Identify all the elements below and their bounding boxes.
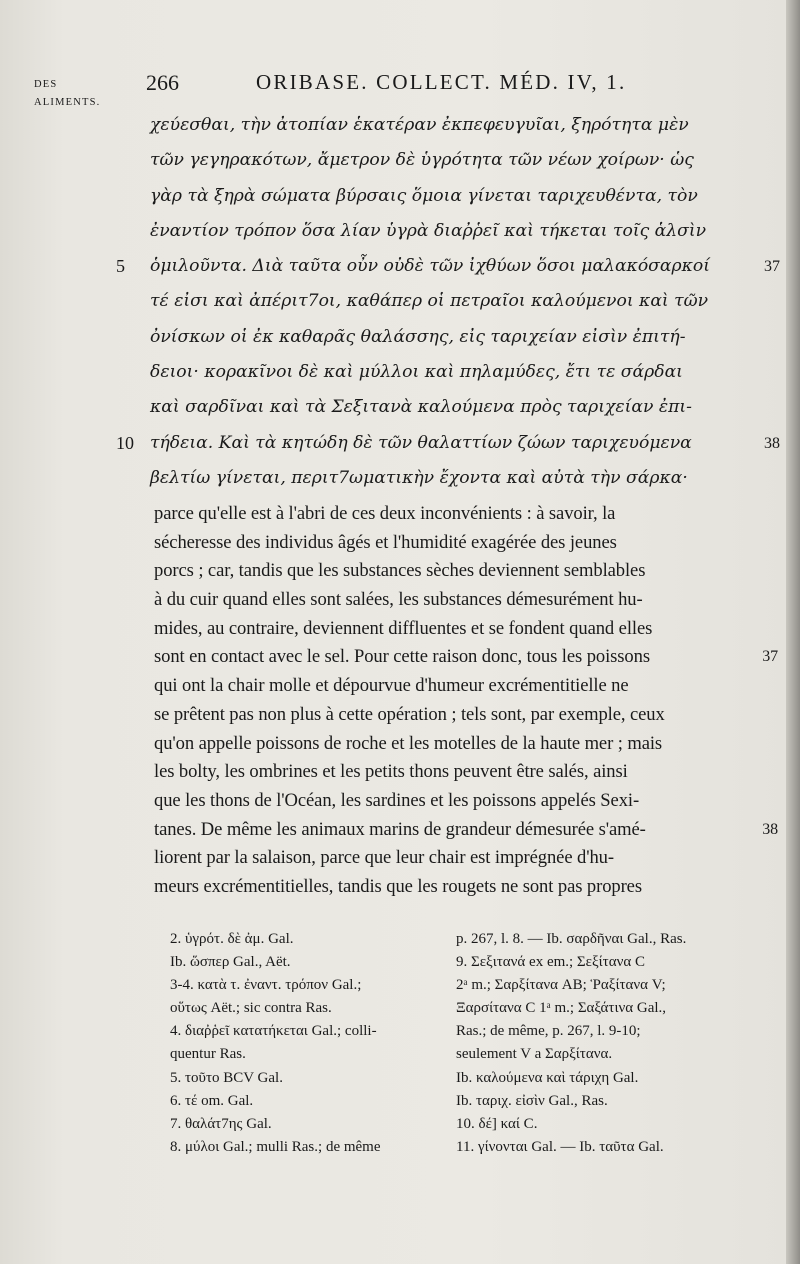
- footnote-line: οὕτως Aët.; sic contra Ras.: [170, 1000, 332, 1017]
- french-line-text: qui ont la chair molle et dépourvue d'humeur excrémentitielle ne: [154, 675, 629, 697]
- footnote-line: 9. Σεξιτανά ex em.; Σεξίτανα C: [456, 954, 645, 971]
- footnote-line: quentur Ras.: [170, 1046, 246, 1063]
- footnote-line: p. 267, l. 8. — Ib. σαρδῆναι Gal., Ras.: [456, 931, 687, 947]
- french-line: [154, 557, 734, 586]
- greek-line: [150, 461, 740, 496]
- footnote-line: 2. ὑγρότ. δὲ ἀμ. Gal.: [170, 931, 294, 947]
- french-line-text: porcs ; car, tandis que les substances sèches deviennent semblables: [154, 560, 646, 582]
- greek-line: [150, 320, 740, 355]
- french-line-text: liorent par la salaison, parce que leur chair est imprégnée d'hu-: [154, 847, 614, 869]
- footnote-line: 8. μύλοι Gal.; mulli Ras.; de même: [170, 1138, 381, 1155]
- french-line: [154, 730, 734, 759]
- footnotes-right-column: [456, 928, 746, 1159]
- footnotes-left-column: [170, 928, 460, 1159]
- footnote-line: Ib. καλούμενα καὶ τάριχη Gal.: [456, 1069, 639, 1086]
- greek-line-text: ὀνίσκων οἱ ἐκ καθαρᾶς θαλάσσης, εἰς ταριχείαν εἰσὶν ἐπιτή-: [150, 326, 686, 347]
- line-number: 5: [116, 256, 125, 277]
- greek-line: [150, 179, 740, 214]
- greek-line-text: καὶ σαρδῖναι καὶ τὰ Σεξιτανὰ καλούμενα πρὸς ταριχείαν ἐπι-: [150, 397, 692, 418]
- page-edge: [786, 0, 800, 1264]
- footnote-line: Ib. ὥσπερ Gal., Aët.: [170, 954, 291, 971]
- french-line-text: sécheresse des individus âgés et l'humidité exagérée des jeunes: [154, 531, 617, 553]
- footnote-line: 6. τέ om. Gal.: [170, 1092, 254, 1109]
- marginal-number: 38: [764, 434, 780, 452]
- french-line: [154, 529, 734, 558]
- french-line: [154, 615, 734, 644]
- french-line: [154, 643, 778, 672]
- greek-line: [150, 143, 740, 178]
- footnote-line: Ξαρσίτανα C 1ᵃ m.; Σαξάτινα Gal.,: [456, 1000, 667, 1017]
- french-line-text: tanes. De même les animaux marins de grandeur démesurée s'amé-: [154, 818, 646, 840]
- french-line-text: se prêtent pas non plus à cette opération ; tels sont, par exemple, ceux: [154, 703, 665, 725]
- footnote-line: 3-4. κατὰ τ. ἐναντ. τρόπον Gal.;: [170, 977, 362, 994]
- french-line-text: meurs excrémentitielles, tandis que les rougets ne sont pas propres: [154, 875, 642, 897]
- page-number: 266: [146, 70, 179, 95]
- greek-line-text: τήδεια. Καὶ τὰ κητώδη δὲ τῶν θαλαττίων ζώων ταριχευόμενα: [150, 432, 692, 453]
- footnote-line: 10. δέ] καί C.: [456, 1115, 538, 1132]
- greek-line: [150, 355, 740, 390]
- french-line: [154, 816, 778, 845]
- greek-line: [150, 214, 740, 249]
- greek-line-text: γὰρ τὰ ξηρὰ σώματα βύρσαις ὅμοια γίνεται ταριχευθέντα, τὸν: [150, 185, 698, 206]
- marginal-number: 37: [764, 258, 780, 276]
- french-line: [154, 873, 734, 902]
- french-line-text: qu'on appelle poissons de roche et les motelles de la haute mer ; mais: [154, 732, 663, 754]
- footnote-line: seulement V a Σαρξίτανα.: [456, 1046, 613, 1063]
- greek-line-text: χεύεσθαι, τὴν ἀτοπίαν ἑκατέραν ἐκπεφευγυῖαι, ξηρότητα μὲν: [150, 115, 689, 135]
- french-line-text: parce qu'elle est à l'abri de ces deux inconvénients : à savoir, la: [154, 503, 616, 524]
- footnote-line: 7. θαλάτ7ης Gal.: [170, 1115, 272, 1132]
- greek-line: [116, 426, 780, 461]
- greek-line-text: ὁμιλοῦντα. Διὰ ταῦτα οὖν οὐδὲ τῶν ἰχθύων ὅσοι μαλακόσαρκοί: [150, 256, 710, 277]
- french-line: [154, 701, 734, 730]
- marginal-number: 37: [762, 648, 778, 666]
- french-line: [154, 586, 734, 615]
- greek-line: [150, 390, 740, 425]
- margin-heading-line: ALIMENTS.: [34, 97, 101, 108]
- margin-heading-line: DES: [34, 79, 58, 90]
- french-line: [154, 787, 734, 816]
- greek-line-text: τέ εἰσι καὶ ἀπέριτ7οι, καθάπερ οἱ πετραῖοι καλούμενοι καὶ τῶν: [150, 291, 709, 312]
- greek-line-text: ἐναντίον τρόπον ὅσα λίαν ὑγρὰ διαῤῥεῖ καὶ τήκεται τοῖς ἁλσὶν: [150, 220, 707, 241]
- marginal-number: 38: [762, 820, 778, 838]
- greek-line: [150, 108, 740, 143]
- greek-line-text: βελτίω γίνεται, περιτ7ωματικὴν ἔχοντα καὶ αὐτὰ τὴν σάρκα·: [150, 467, 688, 488]
- french-line-text: les bolty, les ombrines et les petits thons peuvent être salés, ainsi: [154, 761, 628, 783]
- french-line-text: à du cuir quand elles sont salées, les substances démesurément hu-: [154, 589, 643, 611]
- french-line-text: que les thons de l'Océan, les sardines et les poissons appelés Sexi-: [154, 789, 640, 811]
- footnote-line: 5. τοῦτο BCV Gal.: [170, 1069, 283, 1086]
- french-line: [154, 672, 734, 701]
- line-number: 10: [116, 432, 134, 453]
- greek-line: [150, 284, 740, 319]
- french-line: [154, 500, 734, 529]
- greek-text-block: [116, 108, 780, 496]
- french-translation-block: [154, 500, 778, 902]
- french-line: [154, 758, 734, 787]
- footnote-line: 11. γίνονται Gal. — Ib. ταῦτα Gal.: [456, 1138, 664, 1155]
- margin-heading: [34, 76, 101, 112]
- footnote-line: Ras.; de même, p. 267, l. 9-10;: [456, 1023, 641, 1040]
- french-line: [154, 844, 734, 873]
- page-header: [0, 62, 800, 108]
- footnote-line: Ib. ταριχ. εἰσὶν Gal., Ras.: [456, 1092, 608, 1109]
- french-line-text: mides, au contraire, deviennent diffluentes et se fondent quand elles: [154, 617, 653, 639]
- french-line-text: sont en contact avec le sel. Pour cette raison donc, tous les poissons: [154, 646, 650, 668]
- greek-line-text: τῶν γεγηρακότων, ἄμετρον δὲ ὑγρότητα τῶν νέων χοίρων· ὡς: [150, 150, 694, 171]
- footnote-line: 2ᵃ m.; Σαρξίτανα AB; Ῥαξίτανα V;: [456, 977, 666, 994]
- greek-line-text: δειοι· κορακῖνοι δὲ καὶ μύλλοι καὶ πηλαμύδες, ἔτι τε σάρδαι: [150, 362, 683, 383]
- greek-line: [116, 249, 780, 284]
- footnote-line: 4. διαῤῥεῖ κατατήκεται Gal.; colli-: [170, 1023, 377, 1040]
- running-title: ORIBASE. COLLECT. MÉD. IV, 1.: [256, 70, 627, 94]
